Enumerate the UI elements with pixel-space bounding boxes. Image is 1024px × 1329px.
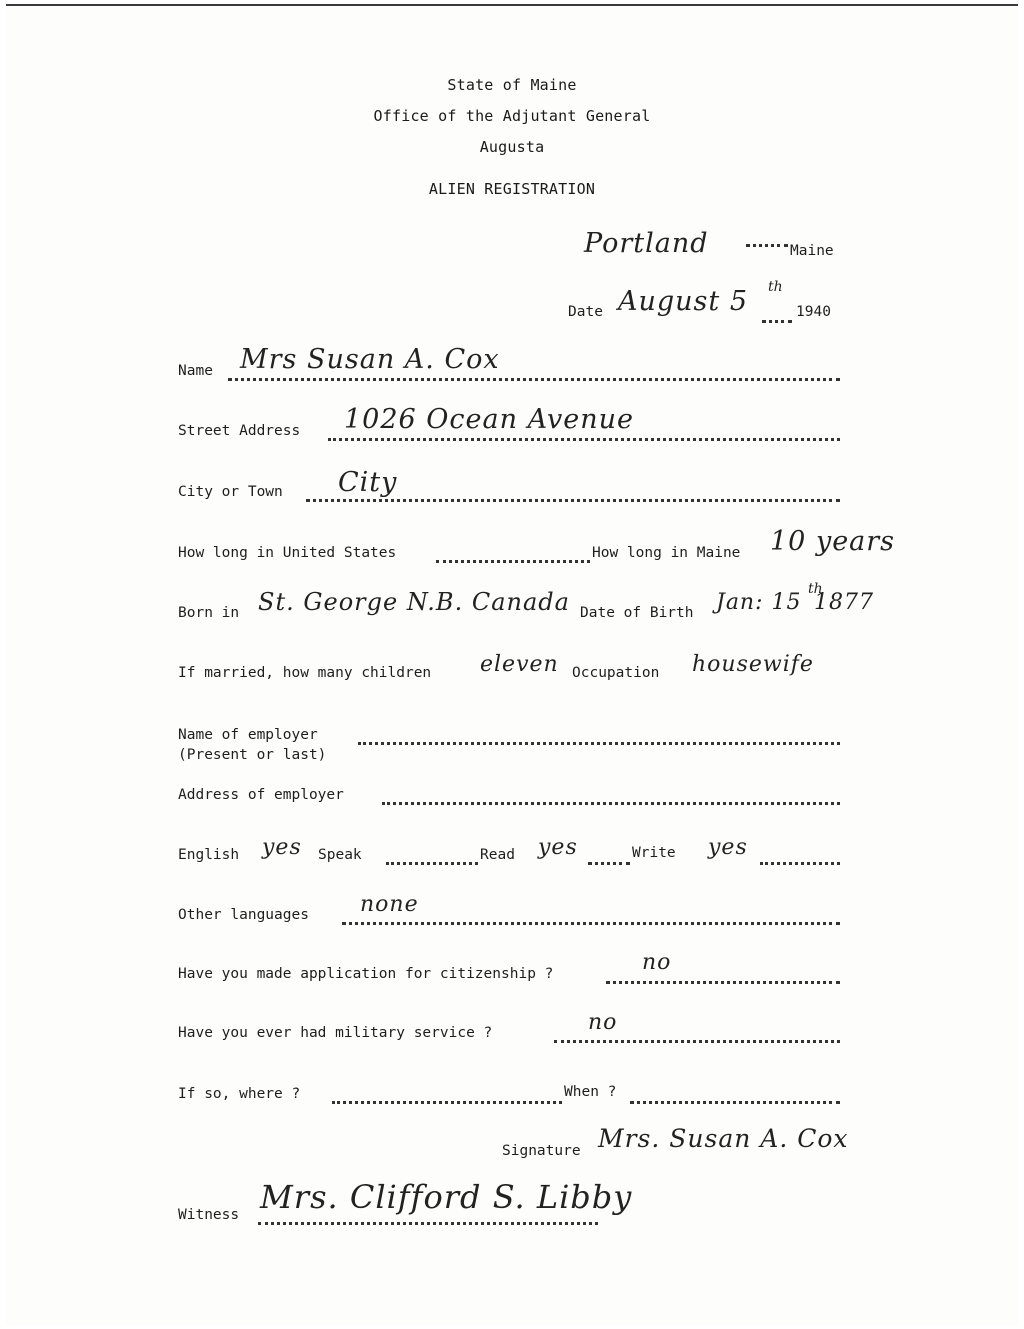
- maine-duration-value: 10 years: [770, 526, 896, 557]
- name-value: Mrs Susan A. Cox: [240, 344, 500, 375]
- maine-duration-label: How long in Maine: [592, 545, 741, 561]
- dob-label: Date of Birth: [580, 605, 694, 621]
- signature-label: Signature: [502, 1143, 581, 1159]
- employer-label: Name of employer: [178, 727, 318, 743]
- city-value: City: [338, 467, 398, 498]
- date-label: Date: [568, 304, 603, 320]
- where-label: If so, where ?: [178, 1086, 301, 1102]
- header-office: Office of the Adjutant General: [373, 107, 651, 125]
- signature-value: Mrs. Susan A. Cox: [598, 1124, 849, 1153]
- born-label: Born in: [178, 605, 240, 621]
- date-dots: [762, 302, 792, 323]
- english-value: yes: [262, 835, 302, 860]
- date-value: August 5: [618, 286, 749, 317]
- witness-value: Mrs. Clifford S. Libby: [260, 1178, 633, 1216]
- occupation-value: housewife: [692, 652, 814, 677]
- when-dots: [630, 1083, 840, 1104]
- english-label: English: [178, 847, 240, 863]
- header-state: State of Maine: [447, 76, 577, 94]
- date-year: 1940: [796, 304, 831, 320]
- us-duration-dots: [436, 542, 590, 563]
- header-city: Augusta: [479, 138, 545, 156]
- dob-ordinal: th: [808, 581, 823, 597]
- military-label: Have you ever had military service ?: [178, 1025, 493, 1041]
- witness-label: Witness: [178, 1207, 240, 1223]
- when-label: When ?: [564, 1084, 617, 1100]
- date-ordinal: th: [768, 279, 783, 295]
- occupation-label: Occupation: [572, 665, 660, 681]
- street-value: 1026 Ocean Avenue: [344, 404, 634, 435]
- dob-year: 1877: [814, 590, 874, 615]
- dob-value: Jan: 15: [716, 590, 802, 615]
- street-label: Street Address: [178, 423, 301, 439]
- born-value: St. George N.B. Canada: [258, 588, 570, 616]
- other-languages-label: Other languages: [178, 907, 309, 923]
- read-label: Read: [480, 847, 515, 863]
- write-label: Write: [632, 845, 676, 861]
- employer-address-label: Address of employer: [178, 787, 344, 803]
- speak-dots: [386, 844, 478, 865]
- form-title: ALIEN REGISTRATION: [428, 180, 596, 198]
- place-dots: [746, 226, 788, 247]
- place-value: Portland: [584, 228, 709, 259]
- military-value: no: [588, 1010, 618, 1035]
- employer-dots: [358, 724, 840, 745]
- where-dots: [332, 1083, 562, 1104]
- read-value: yes: [538, 835, 578, 860]
- us-duration-label: How long in United States: [178, 545, 397, 561]
- other-languages-value: none: [360, 892, 419, 917]
- write-value: yes: [708, 835, 748, 860]
- employer-address-dots: [382, 784, 840, 805]
- children-value: eleven: [480, 652, 559, 677]
- employer-sub-label: (Present or last): [178, 747, 327, 763]
- place-suffix: Maine: [790, 243, 834, 259]
- read-dots: [588, 844, 630, 865]
- children-label: If married, how many children: [178, 665, 432, 681]
- speak-label: Speak: [318, 847, 362, 863]
- citizenship-value: no: [642, 950, 672, 975]
- name-label: Name: [178, 363, 213, 379]
- city-label: City or Town: [178, 484, 283, 500]
- registration-form: [6, 4, 1018, 1325]
- write-dots: [760, 844, 840, 865]
- citizenship-label: Have you made application for citizenship ?: [178, 966, 554, 982]
